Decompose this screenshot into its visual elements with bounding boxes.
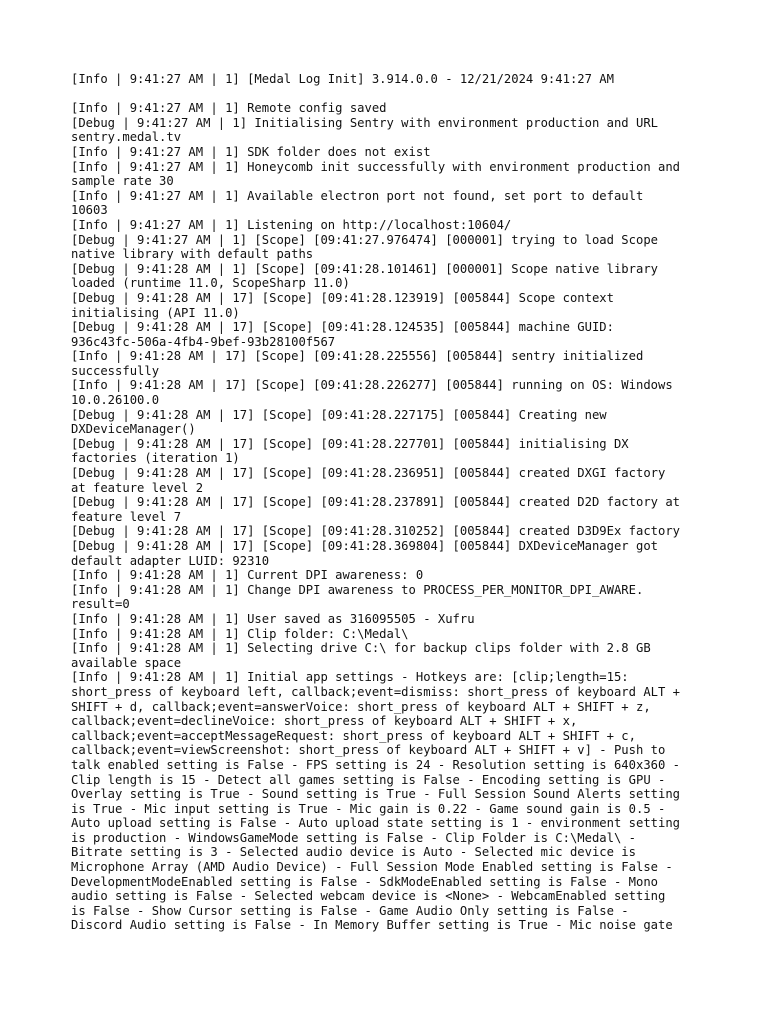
- log-line: at feature level 2: [71, 480, 204, 495]
- log-line: [Info | 9:41:27 AM | 1] Honeycomb init successfully with environment production and: [71, 159, 681, 174]
- log-line: [Info | 9:41:28 AM | 1] Change DPI awareness to PROCESS_PER_MONITOR_DPI_AWARE.: [71, 582, 644, 597]
- log-line: [Debug | 9:41:28 AM | 17] [Scope] [09:41:28.310252] [005844] created D3D9Ex factory: [71, 524, 681, 539]
- log-document: [71, 72, 701, 933]
- log-line: [Debug | 9:41:28 AM | 17] [Scope] [09:41:28.227175] [005844] Creating new: [71, 407, 607, 422]
- log-line: 936c43fc-506a-4fb4-9bef-93b28100f567: [71, 334, 336, 349]
- log-line: result=0: [71, 597, 130, 612]
- log-line: [Info | 9:41:28 AM | 1] Selecting drive C:\ for backup clips folder with 2.8 GB: [71, 641, 651, 656]
- log-line: native library with default paths: [71, 247, 314, 262]
- log-line: initialising (API 11.0): [71, 305, 240, 320]
- log-line: [Info | 9:41:28 AM | 1] User saved as 316095505 - Xufru: [71, 611, 475, 626]
- log-line: short_press of keyboard left, callback;event=dismiss: short_press of keyboard ALT +: [71, 684, 681, 699]
- log-line: audio setting is False - Selected webcam device is <None> - WebcamEnabled setting: [71, 889, 666, 904]
- log-line: [Debug | 9:41:28 AM | 17] [Scope] [09:41:28.227701] [005844] initialising DX: [71, 436, 629, 451]
- log-line: [Debug | 9:41:28 AM | 17] [Scope] [09:41:28.123919] [005844] Scope context: [71, 290, 614, 305]
- log-line: [Debug | 9:41:28 AM | 17] [Scope] [09:41:28.369804] [005844] DXDeviceManager got: [71, 539, 658, 553]
- log-line: [Info | 9:41:28 AM | 1] Current DPI awareness: 0: [71, 568, 424, 583]
- log-line: [Info | 9:41:28 AM | 1] Clip folder: C:\Medal\: [71, 626, 409, 641]
- log-line: [Debug | 9:41:28 AM | 1] [Scope] [09:41:28.101461] [000001] Scope native library: [71, 261, 658, 276]
- log-line: available space: [71, 655, 182, 670]
- log-line: Discord Audio setting is False - In Memory Buffer setting is True - Mic noise gate: [71, 918, 673, 933]
- log-line: Bitrate setting is 3 - Selected audio device is Auto - Selected mic device is: [71, 845, 636, 860]
- log-line: sample rate 30: [71, 174, 174, 189]
- log-line: callback;event=acceptMessageRequest: short_press of keyboard ALT + SHIFT + c,: [71, 728, 636, 743]
- log-line: [Debug | 9:41:27 AM | 1] [Scope] [09:41:27.976474] [000001] trying to load Scope: [71, 232, 658, 247]
- log-line: sentry.medal.tv: [71, 130, 182, 145]
- blank-line: [71, 87, 701, 102]
- log-line: is True - Mic input setting is True - Mic gain is 0.22 - Game sound gain is 0.5 -: [71, 801, 666, 816]
- log-line: 10603: [71, 203, 108, 218]
- log-line: SHIFT + d, callback;event=answerVoice: short_press of keyboard ALT + SHIFT + z,: [71, 699, 651, 714]
- log-line: talk enabled setting is False - FPS setting is 24 - Resolution setting is 640x360 -: [71, 757, 681, 772]
- log-line: Microphone Array (AMD Audio Device) - Full Session Mode Enabled setting is False -: [71, 860, 673, 875]
- log-line: [Info | 9:41:27 AM | 1] Remote config saved: [71, 101, 387, 116]
- log-line: 10.0.26100.0: [71, 393, 160, 408]
- log-line: factories (iteration 1): [71, 451, 240, 466]
- log-line: Auto upload setting is False - Auto upload state setting is 1 - environment setting: [71, 816, 681, 831]
- log-line: [Info | 9:41:27 AM | 1] [Medal Log Init] 3.914.0.0 - 12/21/2024 9:41:27 AM: [71, 72, 614, 86]
- log-line: [Debug | 9:41:27 AM | 1] Initialising Sentry with environment production and URL: [71, 115, 658, 130]
- log-line: callback;event=viewScreenshot: short_press of keyboard ALT + SHIFT + v] - Push to: [71, 743, 666, 758]
- log-line: [Debug | 9:41:28 AM | 17] [Scope] [09:41:28.237891] [005844] created D2D factory at: [71, 495, 681, 510]
- log-line: default adapter LUID: 92310: [71, 553, 270, 568]
- log-line: is False - Show Cursor setting is False - Game Audio Only setting is False -: [71, 903, 629, 918]
- log-line: Clip length is 15 - Detect all games setting is False - Encoding setting is GPU -: [71, 772, 666, 787]
- log-line: [Info | 9:41:28 AM | 17] [Scope] [09:41:28.226277] [005844] running on OS: Windows: [71, 378, 673, 393]
- log-line: [Debug | 9:41:28 AM | 17] [Scope] [09:41:28.124535] [005844] machine GUID:: [71, 320, 614, 335]
- log-line: [Info | 9:41:27 AM | 1] Listening on http://localhost:10604/: [71, 217, 512, 232]
- log-line: DXDeviceManager(): [71, 422, 196, 437]
- log-line: callback;event=declineVoice: short_press of keyboard ALT + SHIFT + x,: [71, 714, 578, 729]
- log-line: [Debug | 9:41:28 AM | 17] [Scope] [09:41:28.236951] [005844] created DXGI factory: [71, 466, 666, 481]
- log-line: loaded (runtime 11.0, ScopeSharp 11.0): [71, 276, 350, 291]
- log-line: [Info | 9:41:28 AM | 17] [Scope] [09:41:28.225556] [005844] sentry initialized: [71, 349, 644, 364]
- log-line: [Info | 9:41:27 AM | 1] Available electron port not found, set port to default: [71, 188, 644, 203]
- log-line: DevelopmentModeEnabled setting is False - SdkModeEnabled setting is False - Mono: [71, 874, 658, 889]
- log-line: [Info | 9:41:27 AM | 1] SDK folder does not exist: [71, 144, 431, 159]
- log-line: is production - WindowsGameMode setting is False - Clip Folder is C:\Medal\ -: [71, 830, 636, 845]
- log-line: feature level 7: [71, 509, 182, 524]
- log-line: successfully: [71, 363, 160, 378]
- log-line: Overlay setting is True - Sound setting is True - Full Session Sound Alerts setting: [71, 787, 681, 802]
- log-line: [Info | 9:41:28 AM | 1] Initial app settings - Hotkeys are: [clip;length=15:: [71, 670, 629, 685]
